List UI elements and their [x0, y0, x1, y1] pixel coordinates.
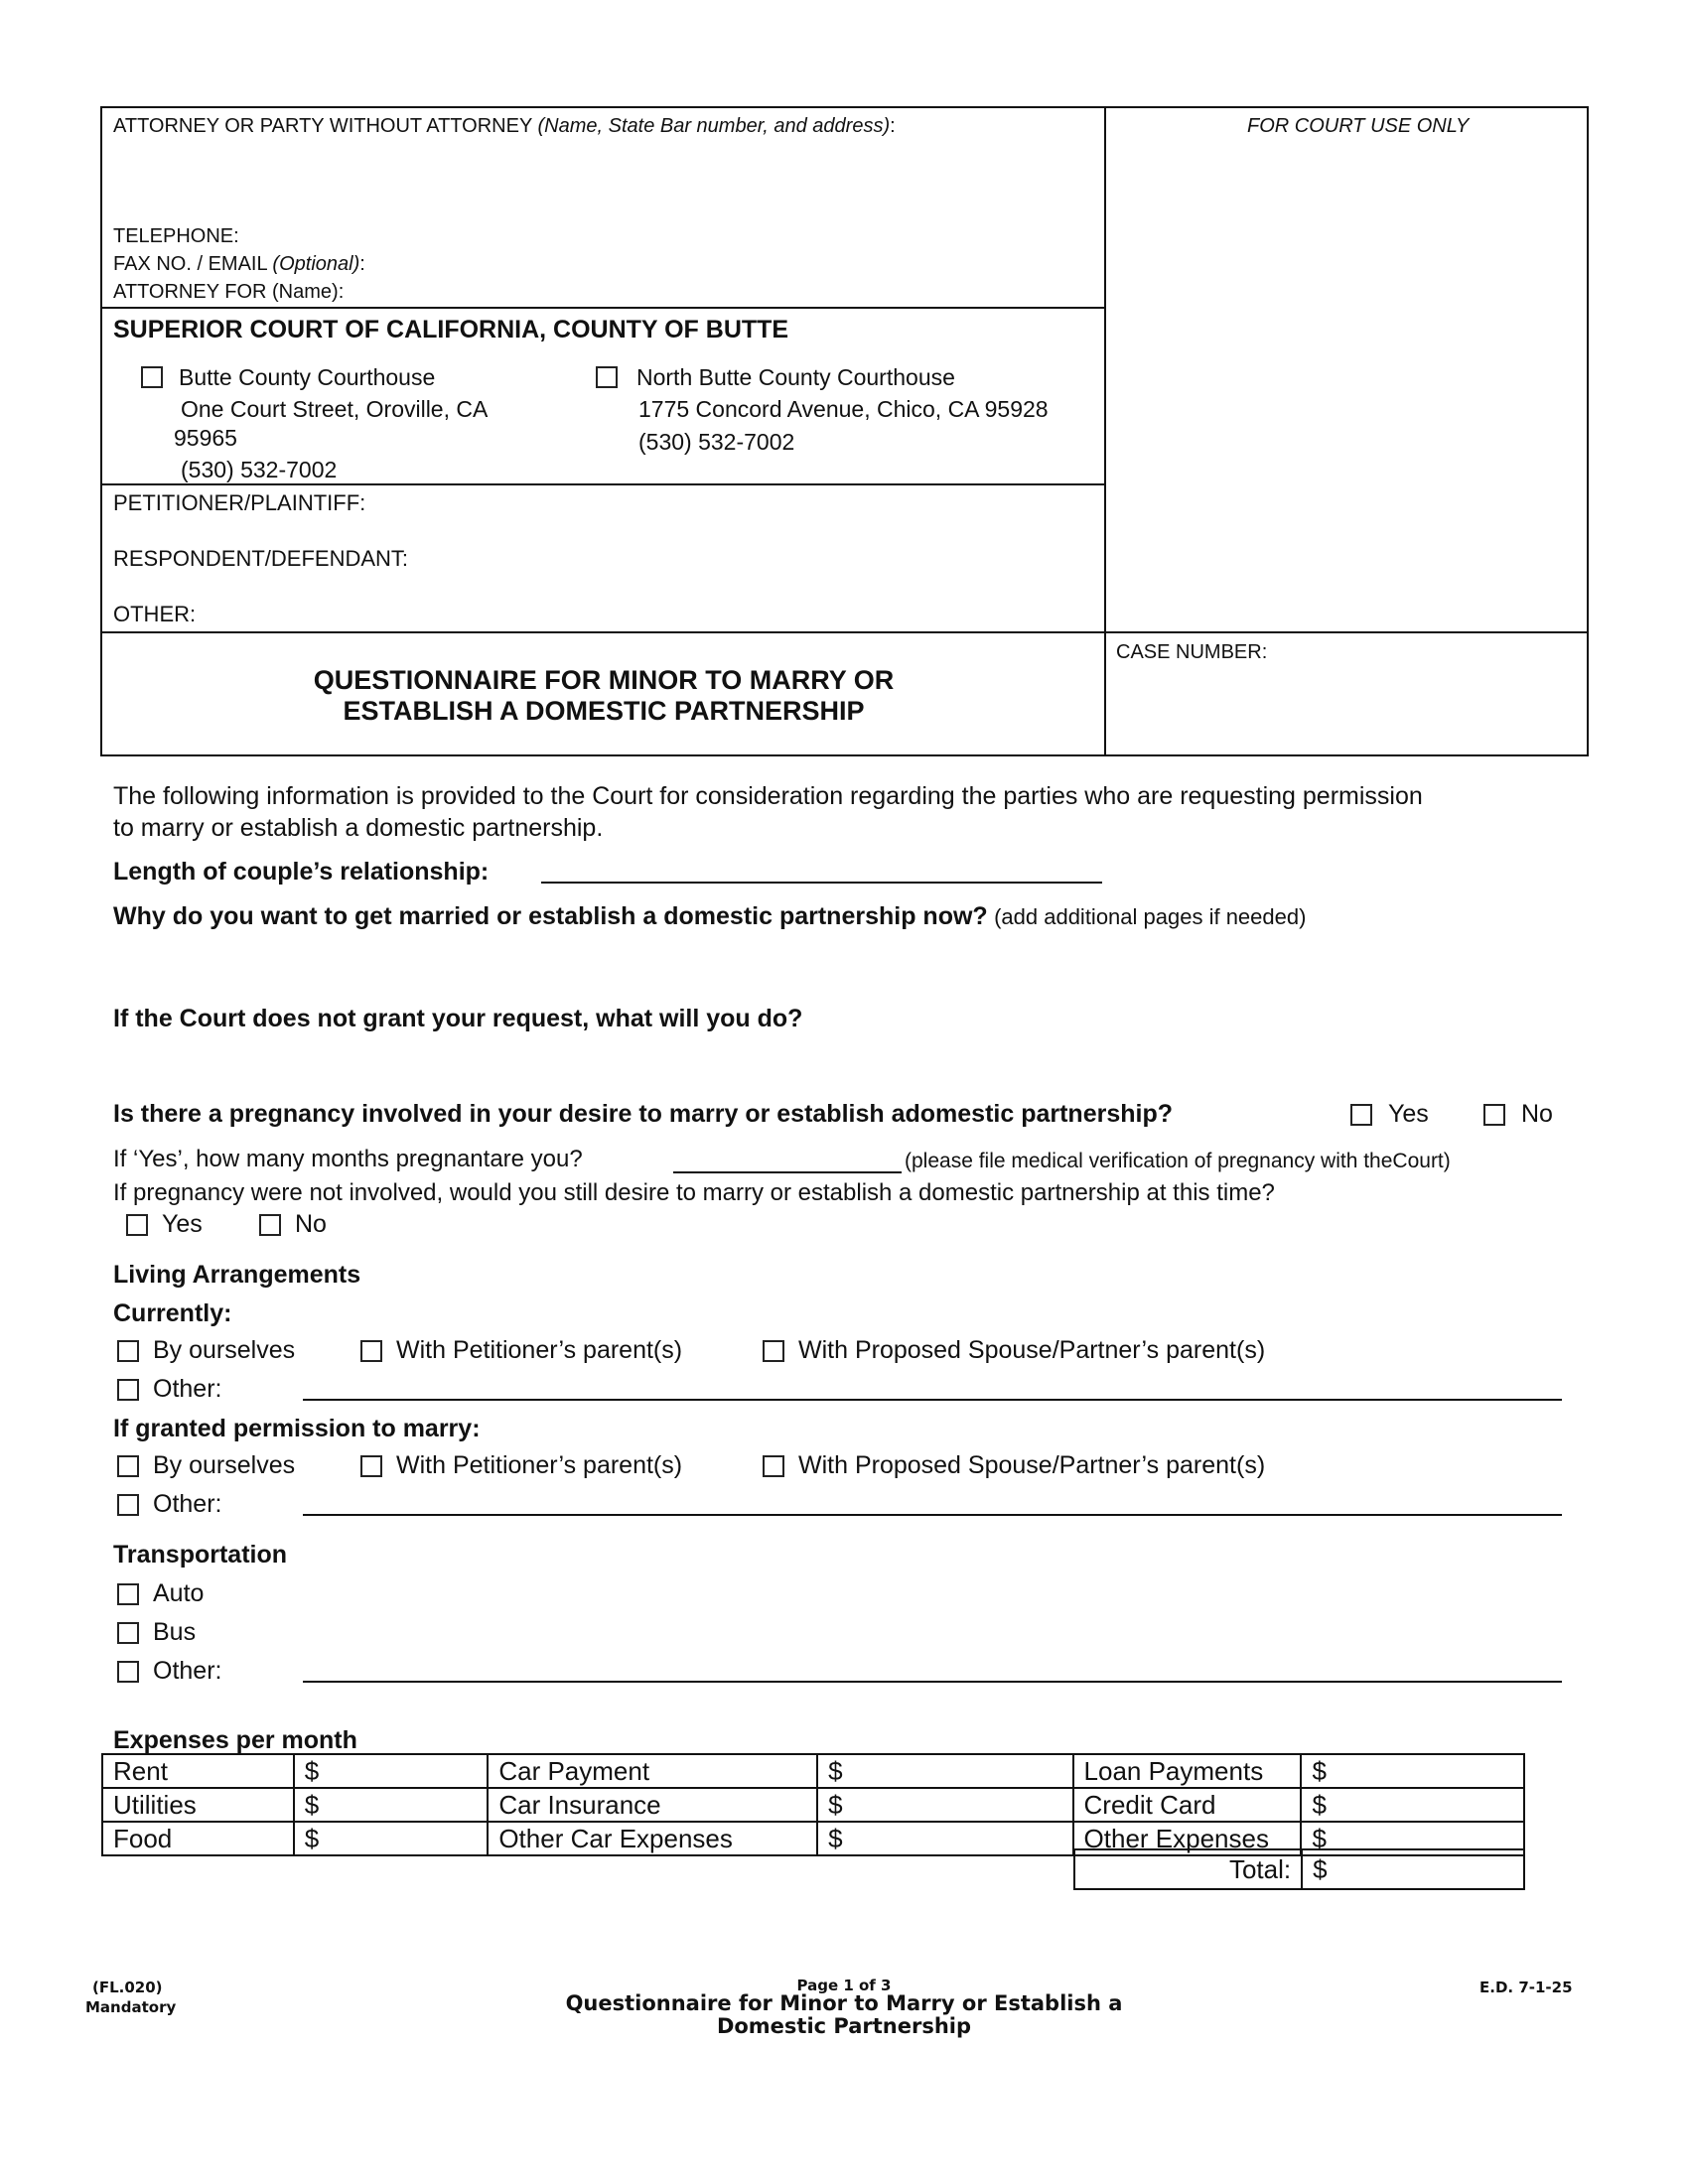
courthouse2-phone: (530) 532-7002	[638, 429, 795, 455]
expense-label-utilities: Utilities	[102, 1788, 294, 1822]
granted-other-checkbox[interactable]	[117, 1494, 139, 1516]
current-other-label: Other:	[153, 1375, 222, 1403]
expense-amount-other-car[interactable]: $	[817, 1822, 1072, 1855]
transport-other-field[interactable]	[303, 1681, 1562, 1683]
attorney-colon: :	[890, 115, 896, 137]
form-title-line1: QUESTIONNAIRE FOR MINOR TO MARRY OR	[313, 665, 895, 695]
expense-label-other-car: Other Car Expenses	[488, 1822, 817, 1855]
current-other-field[interactable]	[303, 1399, 1562, 1401]
other-party-label: OTHER:	[113, 602, 197, 626]
intro-line1: The following information is provided to the Court for consideration regarding the parties who are requesting permission	[113, 782, 1423, 810]
expenses-total-table	[1073, 1848, 1525, 1890]
length-label: Length of couple’s relationship:	[113, 858, 490, 886]
expenses-heading: Expenses per month	[113, 1726, 357, 1754]
case-number-label: CASE NUMBER:	[1116, 641, 1268, 663]
form-title-line2: ESTABLISH A DOMESTIC PARTNERSHIP	[343, 696, 865, 726]
footer-page: Page 1 of 3	[796, 1977, 892, 1994]
caption-box	[100, 106, 1589, 756]
granted-spouse-parents-label: With Proposed Spouse/Partner’s parent(s)	[798, 1451, 1266, 1479]
transport-auto-checkbox[interactable]	[117, 1583, 139, 1605]
caption-divider	[1104, 106, 1106, 756]
expense-label-rent: Rent	[102, 1754, 294, 1788]
expense-amount-utilities[interactable]: $	[294, 1788, 489, 1822]
why-question: Why do you want to get married or establish a domestic partnership now?	[113, 902, 988, 930]
transportation-heading: Transportation	[113, 1541, 288, 1569]
expenses-table	[101, 1753, 1525, 1856]
expense-label-food: Food	[102, 1822, 294, 1855]
fax-optional: (Optional)	[272, 253, 360, 275]
granted-other-field[interactable]	[303, 1514, 1562, 1516]
court-use-label: FOR COURT USE ONLY	[1247, 115, 1470, 137]
pregnancy-no-checkbox[interactable]	[1483, 1104, 1505, 1126]
expense-amount-loan-payments[interactable]: $	[1301, 1754, 1524, 1788]
expense-label-credit-card: Credit Card	[1073, 1788, 1302, 1822]
transport-bus-label: Bus	[153, 1618, 197, 1646]
current-by-ourselves-label: By ourselves	[153, 1336, 296, 1364]
transport-other-checkbox[interactable]	[117, 1661, 139, 1683]
footer-title-line2: Domestic Partnership	[716, 2014, 972, 2038]
footer-form-code: (FL.020)	[92, 1979, 163, 1996]
granted-spouse-parents-checkbox[interactable]	[763, 1455, 784, 1477]
months-hint: (please file medical verification of pregnancy with theCourt)	[905, 1150, 1451, 1172]
why-hint: (add additional pages if needed)	[994, 904, 1307, 929]
courthouse1-name: Butte County Courthouse	[179, 364, 436, 390]
granted-other-label: Other:	[153, 1490, 222, 1518]
expense-label-loan-payments: Loan Payments	[1073, 1754, 1302, 1788]
granted-by-ourselves-label: By ourselves	[153, 1451, 296, 1479]
attorney-label: ATTORNEY OR PARTY WITHOUT ATTORNEY	[113, 115, 532, 137]
court-name: SUPERIOR COURT OF CALIFORNIA, COUNTY OF BUTTE	[113, 316, 789, 343]
current-other-checkbox[interactable]	[117, 1379, 139, 1401]
expense-label-other-expenses: Other Expenses	[1073, 1822, 1302, 1855]
attorney-hint: (Name, State Bar number, and address)	[537, 115, 891, 137]
fax-label-line	[113, 254, 365, 274]
granted-petitioner-parents-label: With Petitioner’s parent(s)	[396, 1451, 683, 1479]
courthouse2-street: 1775 Concord Avenue, Chico, CA 95928	[638, 396, 1049, 422]
table-row	[102, 1788, 1524, 1822]
expense-amount-car-payment[interactable]: $	[817, 1754, 1072, 1788]
attorney-label-line	[113, 116, 896, 136]
length-field[interactable]	[541, 882, 1102, 884]
not-involved-no-checkbox[interactable]	[259, 1214, 281, 1236]
transport-bus-checkbox[interactable]	[117, 1622, 139, 1644]
not-involved-yes-label: Yes	[162, 1210, 203, 1238]
transport-other-label: Other:	[153, 1657, 222, 1685]
fax-colon: :	[359, 253, 365, 275]
not-involved-yes-checkbox[interactable]	[126, 1214, 148, 1236]
footer-edition: E.D. 7-1-25	[1479, 1979, 1573, 1996]
pregnancy-no-label: No	[1521, 1100, 1553, 1128]
footer-mandatory: Mandatory	[85, 1998, 177, 2016]
courthouse1-street: One Court Street, Oroville, CA	[181, 396, 489, 422]
total-amount[interactable]: $	[1302, 1849, 1524, 1889]
petitioner-label: PETITIONER/PLAINTIFF:	[113, 490, 366, 515]
expense-amount-other-expenses[interactable]: $	[1301, 1822, 1524, 1855]
footer-title-line1: Questionnaire for Minor to Marry or Establish a	[565, 1991, 1123, 2015]
courthouse2-checkbox[interactable]	[596, 366, 618, 388]
expense-label-car-insurance: Car Insurance	[488, 1788, 817, 1822]
not-involved-question: If pregnancy were not involved, would you still desire to marry or establish a domestic partnership at this time?	[113, 1179, 1275, 1206]
expense-amount-food[interactable]: $	[294, 1822, 489, 1855]
courthouse1-checkbox[interactable]	[141, 366, 163, 388]
attorney-for-label: ATTORNEY FOR (Name):	[113, 281, 345, 303]
expense-label-car-payment: Car Payment	[488, 1754, 817, 1788]
intro-line2: to marry or establish a domestic partnership.	[113, 814, 604, 842]
expense-amount-car-insurance[interactable]: $	[817, 1788, 1072, 1822]
pregnancy-yes-checkbox[interactable]	[1350, 1104, 1372, 1126]
total-label: Total:	[1074, 1849, 1302, 1889]
current-by-ourselves-checkbox[interactable]	[117, 1340, 139, 1362]
respondent-label: RESPONDENT/DEFENDANT:	[113, 546, 409, 571]
pregnancy-yes-label: Yes	[1388, 1100, 1429, 1128]
not-grant-question: If the Court does not grant your request, what will you do?	[113, 1005, 803, 1032]
pregnancy-question: Is there a pregnancy involved in your desire to marry or establish adomestic partnership?	[113, 1100, 1173, 1128]
courthouse2-name: North Butte County Courthouse	[636, 364, 955, 390]
telephone-label: TELEPHONE:	[113, 225, 239, 247]
transport-auto-label: Auto	[153, 1579, 205, 1607]
table-row	[1074, 1849, 1524, 1889]
table-row	[102, 1754, 1524, 1788]
current-spouse-parents-label: With Proposed Spouse/Partner’s parent(s)	[798, 1336, 1266, 1364]
courthouse1-zip: 95965	[174, 425, 237, 451]
title-divider	[100, 631, 1589, 633]
court-divider	[100, 483, 1105, 485]
if-granted-label: If granted permission to marry:	[113, 1415, 481, 1442]
courthouse1-phone: (530) 532-7002	[181, 457, 338, 482]
current-spouse-parents-checkbox[interactable]	[763, 1340, 784, 1362]
why-question-line	[113, 904, 1306, 929]
attorney-divider	[100, 307, 1105, 309]
months-question: If ‘Yes’, how many months pregnantare you?	[113, 1146, 583, 1172]
fax-label: FAX NO. / EMAIL	[113, 253, 267, 275]
expense-amount-rent[interactable]: $	[294, 1754, 489, 1788]
currently-label: Currently:	[113, 1299, 232, 1327]
current-petitioner-parents-label: With Petitioner’s parent(s)	[396, 1336, 683, 1364]
granted-by-ourselves-checkbox[interactable]	[117, 1455, 139, 1477]
granted-petitioner-parents-checkbox[interactable]	[360, 1455, 382, 1477]
current-petitioner-parents-checkbox[interactable]	[360, 1340, 382, 1362]
living-heading: Living Arrangements	[113, 1261, 361, 1289]
not-involved-no-label: No	[295, 1210, 327, 1238]
expense-amount-credit-card[interactable]: $	[1301, 1788, 1524, 1822]
months-field[interactable]	[673, 1171, 902, 1173]
